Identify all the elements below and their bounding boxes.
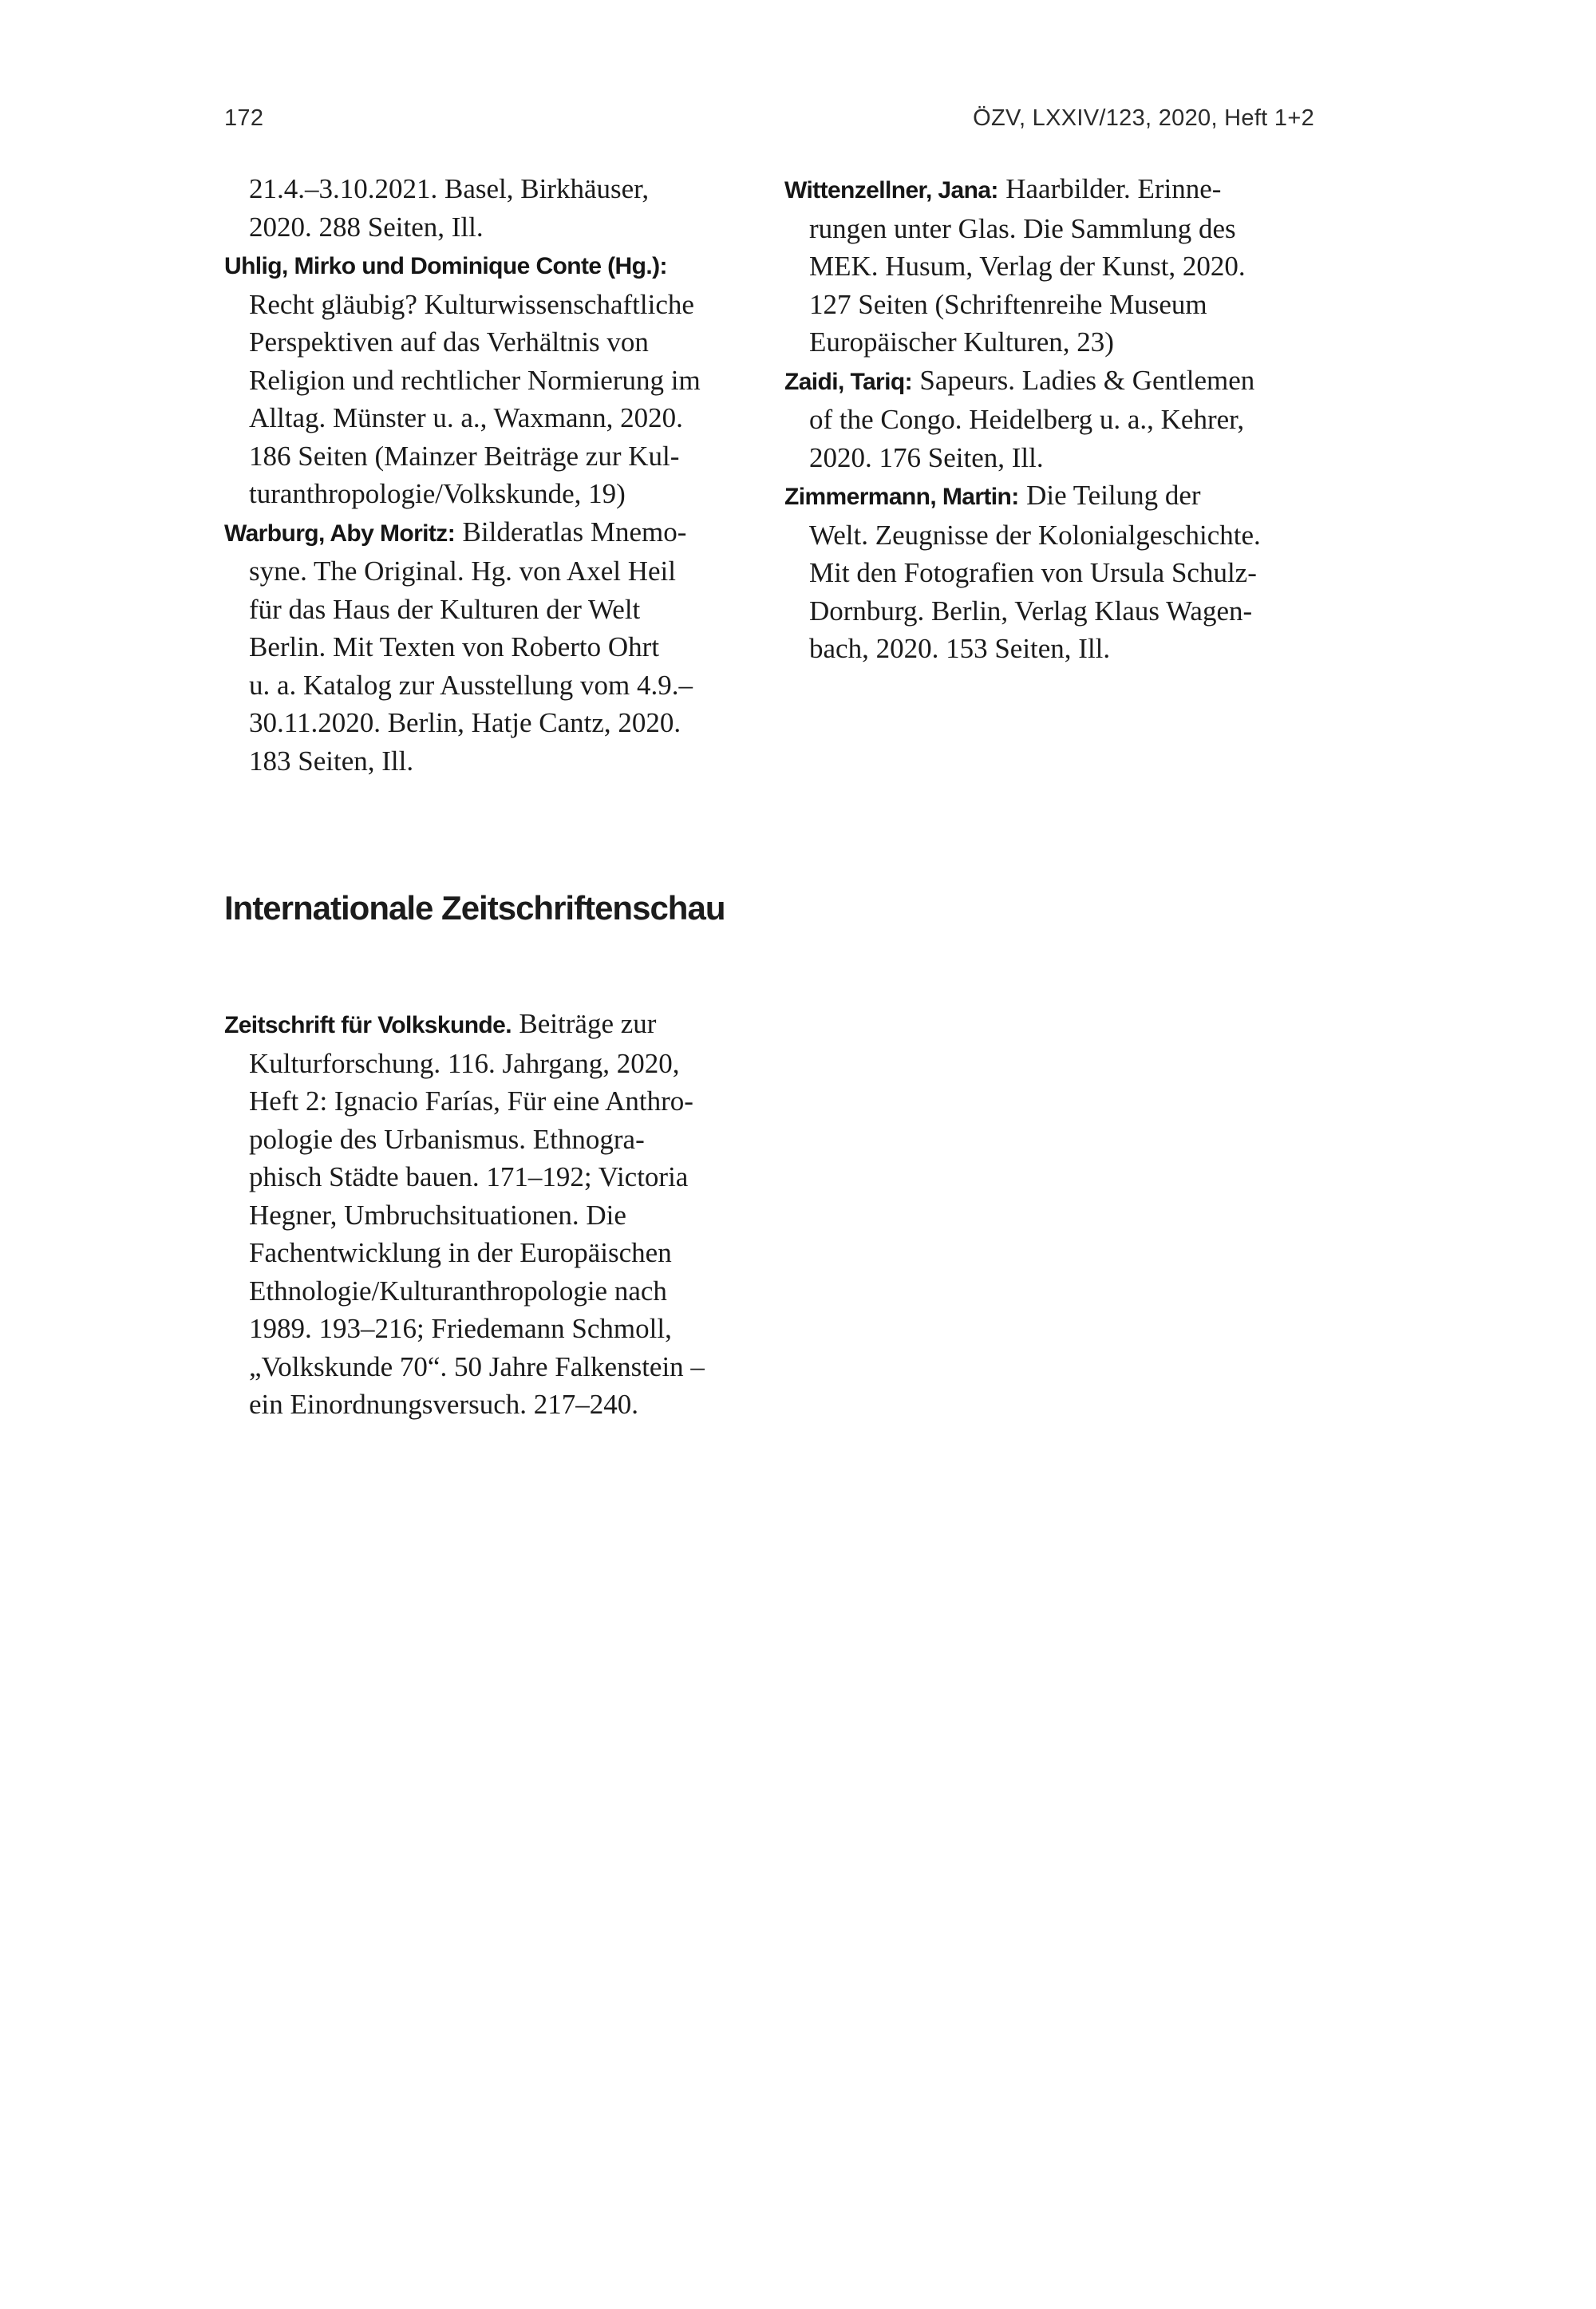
review-line: 1989. 193–216; Friedemann Schmoll, [249,1313,672,1344]
bib-line: 127 Seiten (Schriftenreihe Museum [809,288,1207,320]
bib-line: Religion und rechtlicher Normierung im [249,364,701,396]
section-heading: Internationale Zeitschriftenschau [224,889,725,927]
bib-entry-wittenzellner [784,170,1323,362]
bib-entry-continuation [224,170,763,246]
title-start: Sapeurs. Ladies & Gentlemen [919,364,1255,396]
review-line: pologie des Urbanismus. Ethnogra- [249,1123,645,1155]
bibliography-left-column [224,170,763,780]
bib-entry-warburg [224,513,763,781]
bib-line: of the Congo. Heidelberg u. a., Kehrer, [809,404,1245,435]
bib-line: Perspektiven auf das Verhältnis von [249,326,649,358]
bibliography-columns [224,170,1324,780]
bib-line: syne. The Original. Hg. von Axel Heil [249,556,676,587]
review-text-start: Beiträge zur [519,1008,657,1039]
author-name: Zaidi, Tariq: [784,368,912,395]
author-name: Warburg, Aby Moritz: [224,520,456,547]
bib-line [784,170,1323,210]
bib-line: Welt. Zeugnisse der Kolonialgeschichte. [809,519,1261,551]
bib-line: rungen unter Glas. Die Sammlung des [809,212,1236,244]
review-line: Fachentwicklung in der Europäischen [249,1237,672,1268]
author-name: Uhlig, Mirko und Dominique Conte (Hg.): [224,253,667,279]
author-name: Zimmermann, Martin: [784,484,1019,510]
review-line: phisch Städte bauen. 171–192; Victoria [249,1161,689,1192]
bib-entry-zimmermann [784,476,1323,668]
bib-line [784,476,1323,516]
bib-entry-zaidi [784,362,1323,477]
bib-line: MEK. Husum, Verlag der Kunst, 2020. [809,251,1246,282]
bibliography-right-column [784,170,1323,780]
bib-line: 2020. 288 Seiten, Ill. [249,211,484,243]
bib-line: Berlin. Mit Texten von Roberto Ohrt [249,631,660,662]
bib-line: 183 Seiten, Ill. [249,745,414,777]
bib-line: Recht gläubig? Kulturwissenschaftliche [249,288,694,320]
bib-line: u. a. Katalog zur Ausstellung vom 4.9.– [249,669,693,701]
review-line: Hegner, Umbruchsituationen. Die [249,1199,626,1231]
review-line: Kulturforschung. 116. Jahrgang, 2020, [249,1047,680,1079]
page-header [224,105,1314,132]
review-line: ein Einordnungsversuch. 217–240. [249,1389,638,1420]
bib-line [784,362,1323,401]
review-line: Heft 2: Ignacio Farías, Für eine Anthro- [249,1085,693,1117]
journal-issue-header: ÖZV, LXXIV/123, 2020, Heft 1+2 [973,105,1314,131]
bib-line: Mit den Fotografien von Ursula Schulz- [809,557,1257,588]
bib-line: für das Haus der Kulturen der Welt [249,593,641,625]
author-name: Wittenzellner, Jana: [784,177,998,204]
journal-review-entry [224,1005,783,1424]
bib-line: 186 Seiten (Mainzer Beiträge zur Kul- [249,440,680,472]
bib-line: 21.4.–3.10.2021. Basel, Birkhäuser, [249,173,650,204]
bib-line: Europäischer Kulturen, 23) [809,326,1114,358]
bib-line: turanthropologie/Volkskunde, 19) [249,478,626,509]
title-start: Haarbilder. Erinne- [1005,173,1222,204]
bib-line: bach, 2020. 153 Seiten, Ill. [809,633,1111,664]
bib-line [224,513,763,553]
bib-line: 2020. 176 Seiten, Ill. [809,441,1044,473]
bib-line: 30.11.2020. Berlin, Hatje Cantz, 2020. [249,707,681,738]
page-number: 172 [224,105,264,131]
bib-line: Dornburg. Berlin, Verlag Klaus Wagen- [809,595,1253,627]
title-start: Die Teilung der [1026,480,1201,511]
title-start: Bilderatlas Mnemo- [462,516,687,548]
review-line: „Volkskunde 70“. 50 Jahre Falkenstein – [249,1350,705,1382]
journal-title: Zeitschrift für Volkskunde. [224,1012,512,1038]
bib-entry-uhlig [224,246,763,513]
bib-line [224,246,763,286]
review-line [224,1005,783,1045]
review-line: Ethnologie/Kulturanthropologie nach [249,1275,667,1307]
bib-line: Alltag. Münster u. a., Waxmann, 2020. [249,402,683,433]
